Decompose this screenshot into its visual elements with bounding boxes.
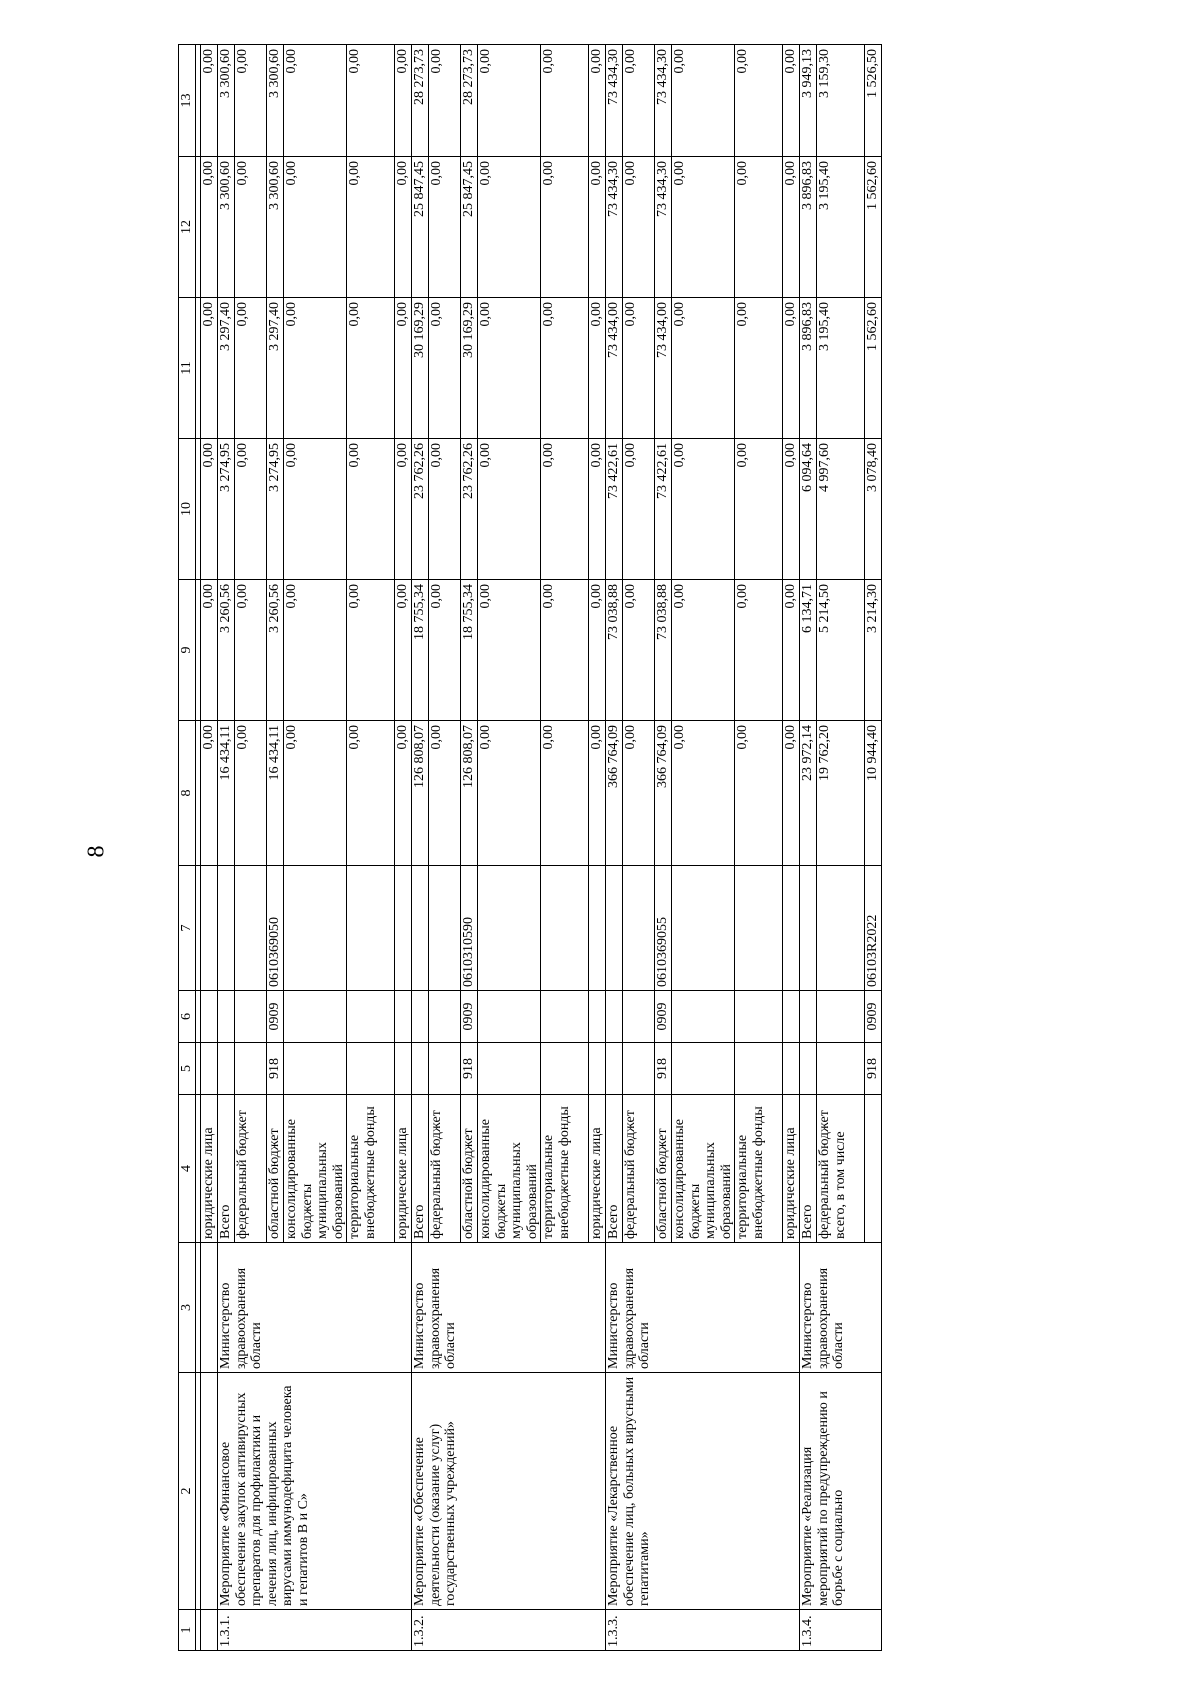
amount-cell: 0,00: [541, 45, 589, 157]
funding-source: федеральный бюджет: [623, 1095, 655, 1243]
amount-cell: 0,00: [735, 439, 783, 580]
amount-cell: 366 764,09: [655, 721, 672, 866]
amount-cell: 0,00: [623, 439, 655, 580]
amount-cell: 0,00: [783, 439, 800, 580]
amount-cell: 3 078,40: [865, 439, 882, 580]
page-number: 8: [83, 845, 110, 858]
amount-cell: 0,00: [672, 157, 735, 298]
amount-cell: 73 434,30: [655, 45, 672, 157]
header-cell: 6: [179, 991, 196, 1043]
amount-cell: 1 562,60: [865, 157, 882, 298]
section-code: [589, 991, 606, 1043]
funding-source: территориальные внебюджетные фонды: [347, 1095, 395, 1243]
amount-cell: 0,00: [347, 298, 395, 439]
amount-cell: 3 195,40: [817, 157, 865, 298]
amount-cell: 28 273,73: [412, 45, 429, 157]
amount-cell: 0,00: [347, 157, 395, 298]
table-row: [606, 45, 623, 1651]
amount-cell: 3 159,30: [817, 45, 865, 157]
amount-cell: 73 434,30: [606, 157, 623, 298]
amount-cell: 73 038,88: [655, 580, 672, 721]
target-article-code: [541, 866, 589, 991]
funding-source: Всего: [412, 1095, 429, 1243]
grbs-code: [478, 1043, 541, 1095]
header-cell: 3: [179, 1243, 196, 1373]
amount-cell: 0,00: [735, 721, 783, 866]
grbs-code: [800, 1043, 817, 1095]
section-code: [783, 991, 800, 1043]
section-code: [478, 991, 541, 1043]
grbs-code: [817, 1043, 865, 1095]
grbs-code: 918: [865, 1043, 882, 1095]
funding-source: федеральный бюджет: [235, 1095, 267, 1243]
amount-cell: 0,00: [429, 439, 461, 580]
grbs-code: [589, 1043, 606, 1095]
grbs-code: 918: [655, 1043, 672, 1095]
responsible-executor: Министерство здравоохранения области: [800, 1243, 882, 1373]
amount-cell: 0,00: [623, 721, 655, 866]
amount-cell: 0,00: [201, 439, 218, 580]
amount-cell: 0,00: [395, 45, 412, 157]
amount-cell: 0,00: [235, 439, 267, 580]
grbs-code: [672, 1043, 735, 1095]
item-number: 1.3.1.: [218, 1610, 412, 1651]
table-row: [218, 45, 235, 1651]
responsible-executor: Министерство здравоохранения области: [412, 1243, 606, 1373]
header-cell: 4: [179, 1095, 196, 1243]
amount-cell: 18 755,34: [461, 580, 478, 721]
target-article-code: [235, 866, 267, 991]
grbs-code: [623, 1043, 655, 1095]
funding-source: консолидированные бюджеты муниципальных образований: [284, 1095, 347, 1243]
item-number: 1.3.2.: [412, 1610, 606, 1651]
amount-cell: 0,00: [429, 45, 461, 157]
amount-cell: 0,00: [235, 721, 267, 866]
target-article-code: [623, 866, 655, 991]
amount-cell: 0,00: [284, 721, 347, 866]
funding-source: территориальные внебюджетные фонды: [735, 1095, 783, 1243]
amount-cell: 0,00: [735, 45, 783, 157]
amount-cell: 0,00: [201, 157, 218, 298]
amount-cell: 3 300,60: [267, 157, 284, 298]
amount-cell: 16 434,11: [218, 721, 235, 866]
item-number: 1.3.4.: [800, 1610, 882, 1651]
section-code: [395, 991, 412, 1043]
amount-cell: 0,00: [589, 721, 606, 866]
grbs-code: [235, 1043, 267, 1095]
amount-cell: 6 134,71: [800, 580, 817, 721]
amount-cell: 0,00: [478, 157, 541, 298]
item-name: Мероприятие «Реализация мероприятий по предупреждению и борьбе с социально: [800, 1373, 882, 1610]
amount-cell: 0,00: [201, 45, 218, 157]
amount-cell: 0,00: [347, 721, 395, 866]
amount-cell: 0,00: [783, 45, 800, 157]
grbs-code: [284, 1043, 347, 1095]
amount-cell: 73 434,30: [606, 45, 623, 157]
amount-cell: 3 214,30: [865, 580, 882, 721]
target-article-code: [817, 866, 865, 991]
amount-cell: 0,00: [235, 298, 267, 439]
amount-cell: 3 300,60: [218, 45, 235, 157]
amount-cell: 0,00: [235, 157, 267, 298]
item-name: Мероприятие «Лекарственное обеспечение лиц, больных вирусными гепатитами»: [606, 1373, 800, 1610]
amount-cell: 0,00: [201, 721, 218, 866]
target-article-code: [478, 866, 541, 991]
table-row: [800, 45, 817, 1651]
amount-cell: 0,00: [589, 580, 606, 721]
funding-source: юридические лица: [783, 1095, 800, 1243]
header-cell: 9: [179, 580, 196, 721]
amount-cell: 25 847,45: [412, 157, 429, 298]
funding-source: федеральный бюджет всего, в том числе: [817, 1095, 865, 1243]
amount-cell: 1 562,60: [865, 298, 882, 439]
amount-cell: 0,00: [235, 45, 267, 157]
amount-cell: 6 094,64: [800, 439, 817, 580]
amount-cell: 0,00: [347, 580, 395, 721]
amount-cell: 19 762,20: [817, 721, 865, 866]
section-code: [800, 991, 817, 1043]
responsible-executor: Министерство здравоохранения области: [218, 1243, 412, 1373]
amount-cell: 0,00: [395, 439, 412, 580]
target-article-code: [429, 866, 461, 991]
funding-source: областной бюджет: [267, 1095, 284, 1243]
funding-source: областной бюджет: [655, 1095, 672, 1243]
amount-cell: 4 997,60: [817, 439, 865, 580]
amount-cell: 0,00: [541, 721, 589, 866]
header-row: [179, 45, 196, 1651]
section-code: [672, 991, 735, 1043]
grbs-code: [412, 1043, 429, 1095]
grbs-code: [218, 1043, 235, 1095]
amount-cell: 0,00: [541, 580, 589, 721]
amount-cell: 3 274,95: [267, 439, 284, 580]
rotated-page: [178, 45, 1095, 1651]
funding-source: консолидированные бюджеты муниципальных образований: [478, 1095, 541, 1243]
section-code: [735, 991, 783, 1043]
funding-source: федеральный бюджет: [429, 1095, 461, 1243]
amount-cell: 0,00: [284, 439, 347, 580]
target-article-code: [800, 866, 817, 991]
amount-cell: 0,00: [284, 157, 347, 298]
amount-cell: 0,00: [347, 439, 395, 580]
amount-cell: 0,00: [478, 298, 541, 439]
funding-source: юридические лица: [395, 1095, 412, 1243]
budget-table: [178, 44, 882, 1651]
amount-cell: 73 422,61: [606, 439, 623, 580]
amount-cell: 0,00: [783, 298, 800, 439]
target-article-code: 06103R2022: [865, 866, 882, 991]
amount-cell: 0,00: [672, 298, 735, 439]
header-cell: 7: [179, 866, 196, 991]
section-code: [541, 991, 589, 1043]
target-article-code: 0610369055: [655, 866, 672, 991]
grbs-code: [541, 1043, 589, 1095]
amount-cell: 0,00: [541, 298, 589, 439]
amount-cell: 0,00: [672, 580, 735, 721]
amount-cell: 3 300,60: [218, 157, 235, 298]
section-code: [347, 991, 395, 1043]
amount-cell: 0,00: [478, 721, 541, 866]
amount-cell: 126 808,07: [412, 721, 429, 866]
amount-cell: 73 422,61: [655, 439, 672, 580]
section-code: [235, 991, 267, 1043]
amount-cell: 366 764,09: [606, 721, 623, 866]
target-article-code: [412, 866, 429, 991]
target-article-code: [783, 866, 800, 991]
amount-cell: 0,00: [623, 580, 655, 721]
amount-cell: 30 169,29: [461, 298, 478, 439]
amount-cell: 0,00: [589, 45, 606, 157]
amount-cell: 0,00: [429, 580, 461, 721]
grbs-code: [347, 1043, 395, 1095]
amount-cell: 0,00: [478, 439, 541, 580]
amount-cell: 0,00: [672, 721, 735, 866]
amount-cell: 3 949,13: [800, 45, 817, 157]
target-article-code: 0610369050: [267, 866, 284, 991]
amount-cell: 0,00: [623, 298, 655, 439]
section-code: [284, 991, 347, 1043]
amount-cell: 0,00: [284, 45, 347, 157]
grbs-code: 918: [461, 1043, 478, 1095]
grbs-code: [429, 1043, 461, 1095]
amount-cell: 0,00: [478, 45, 541, 157]
funding-source: областной бюджет: [461, 1095, 478, 1243]
amount-cell: 18 755,34: [412, 580, 429, 721]
amount-cell: 0,00: [735, 580, 783, 721]
amount-cell: 0,00: [347, 45, 395, 157]
amount-cell: 3 300,60: [267, 45, 284, 157]
target-article-code: [218, 866, 235, 991]
section-code: 0909: [267, 991, 284, 1043]
item-number: 1.3.3.: [606, 1610, 800, 1651]
section-code: [623, 991, 655, 1043]
amount-cell: 0,00: [201, 580, 218, 721]
amount-cell: 30 169,29: [412, 298, 429, 439]
amount-cell: 73 434,00: [606, 298, 623, 439]
funding-source: территориальные внебюджетные фонды: [541, 1095, 589, 1243]
funding-source: юридические лица: [589, 1095, 606, 1243]
amount-cell: 0,00: [672, 45, 735, 157]
amount-cell: 0,00: [541, 439, 589, 580]
amount-cell: 3 297,40: [218, 298, 235, 439]
target-article-code: [735, 866, 783, 991]
amount-cell: 0,00: [783, 721, 800, 866]
amount-cell: 23 762,26: [412, 439, 429, 580]
header-cell: 1: [179, 1610, 196, 1651]
amount-cell: 126 808,07: [461, 721, 478, 866]
section-code: 0909: [865, 991, 882, 1043]
amount-cell: 73 038,88: [606, 580, 623, 721]
amount-cell: 0,00: [541, 157, 589, 298]
amount-cell: 1 526,50: [865, 45, 882, 157]
funding-source: Всего: [800, 1095, 817, 1243]
header-cell: 13: [179, 45, 196, 157]
grbs-code: 918: [267, 1043, 284, 1095]
amount-cell: 0,00: [589, 157, 606, 298]
header-cell: 2: [179, 1373, 196, 1610]
target-article-code: [395, 866, 412, 991]
target-article-code: [589, 866, 606, 991]
amount-cell: 0,00: [672, 439, 735, 580]
amount-cell: 0,00: [429, 298, 461, 439]
grbs-code: [606, 1043, 623, 1095]
amount-cell: 0,00: [735, 298, 783, 439]
funding-source: Всего: [606, 1095, 623, 1243]
amount-cell: 3 896,83: [800, 298, 817, 439]
amount-cell: 0,00: [429, 721, 461, 866]
grbs-code: [735, 1043, 783, 1095]
amount-cell: 3 195,40: [817, 298, 865, 439]
responsible-executor: Министерство здравоохранения области: [606, 1243, 800, 1373]
amount-cell: 3 260,56: [267, 580, 284, 721]
amount-cell: 73 434,30: [655, 157, 672, 298]
amount-cell: 0,00: [589, 439, 606, 580]
target-article-code: [347, 866, 395, 991]
amount-cell: 0,00: [201, 298, 218, 439]
header-cell: 12: [179, 157, 196, 298]
section-code: [218, 991, 235, 1043]
funding-source: [865, 1095, 882, 1243]
amount-cell: 0,00: [284, 298, 347, 439]
item-name: Мероприятие «Финансовое обеспечение закупок антивирусных препаратов для профилактики и лечения лиц, инфицированных вирусами иммунодефицита человека и гепатитов B и C»: [218, 1373, 412, 1610]
amount-cell: 0,00: [235, 580, 267, 721]
section-code: 0909: [655, 991, 672, 1043]
item-name: Мероприятие «Обеспечение деятельности (оказание услуг) государственных учреждений»: [412, 1373, 606, 1610]
amount-cell: 0,00: [783, 580, 800, 721]
amount-cell: 16 434,11: [267, 721, 284, 866]
target-article-code: 0610310590: [461, 866, 478, 991]
header-cell: 11: [179, 298, 196, 439]
header-cell: 8: [179, 721, 196, 866]
section-code: [606, 991, 623, 1043]
amount-cell: 5 214,50: [817, 580, 865, 721]
section-code: [412, 991, 429, 1043]
amount-cell: 3 896,83: [800, 157, 817, 298]
amount-cell: 3 274,95: [218, 439, 235, 580]
amount-cell: 0,00: [429, 157, 461, 298]
amount-cell: 0,00: [783, 157, 800, 298]
amount-cell: 0,00: [623, 157, 655, 298]
amount-cell: 0,00: [395, 298, 412, 439]
amount-cell: 10 944,40: [865, 721, 882, 866]
amount-cell: 0,00: [395, 157, 412, 298]
table-row: [412, 45, 429, 1651]
amount-cell: 0,00: [478, 580, 541, 721]
amount-cell: 0,00: [735, 157, 783, 298]
target-article-code: [284, 866, 347, 991]
header-cell: 10: [179, 439, 196, 580]
amount-cell: 0,00: [284, 580, 347, 721]
amount-cell: 23 972,14: [800, 721, 817, 866]
amount-cell: 3 260,56: [218, 580, 235, 721]
amount-cell: 28 273,73: [461, 45, 478, 157]
header-cell: 5: [179, 1043, 196, 1095]
amount-cell: 0,00: [395, 721, 412, 866]
amount-cell: 0,00: [589, 298, 606, 439]
target-article-code: [606, 866, 623, 991]
section-code: [817, 991, 865, 1043]
continuation-row: [201, 45, 218, 1651]
grbs-code: [783, 1043, 800, 1095]
grbs-code: [395, 1043, 412, 1095]
amount-cell: 0,00: [395, 580, 412, 721]
section-code: 0909: [461, 991, 478, 1043]
section-code: [429, 991, 461, 1043]
table-body: [179, 45, 882, 1651]
funding-source: юридические лица: [201, 1095, 218, 1243]
amount-cell: 23 762,26: [461, 439, 478, 580]
funding-source: Всего: [218, 1095, 235, 1243]
amount-cell: 73 434,00: [655, 298, 672, 439]
target-article-code: [672, 866, 735, 991]
amount-cell: 25 847,45: [461, 157, 478, 298]
amount-cell: 0,00: [623, 45, 655, 157]
funding-source: консолидированные бюджеты муниципальных образований: [672, 1095, 735, 1243]
amount-cell: 3 297,40: [267, 298, 284, 439]
